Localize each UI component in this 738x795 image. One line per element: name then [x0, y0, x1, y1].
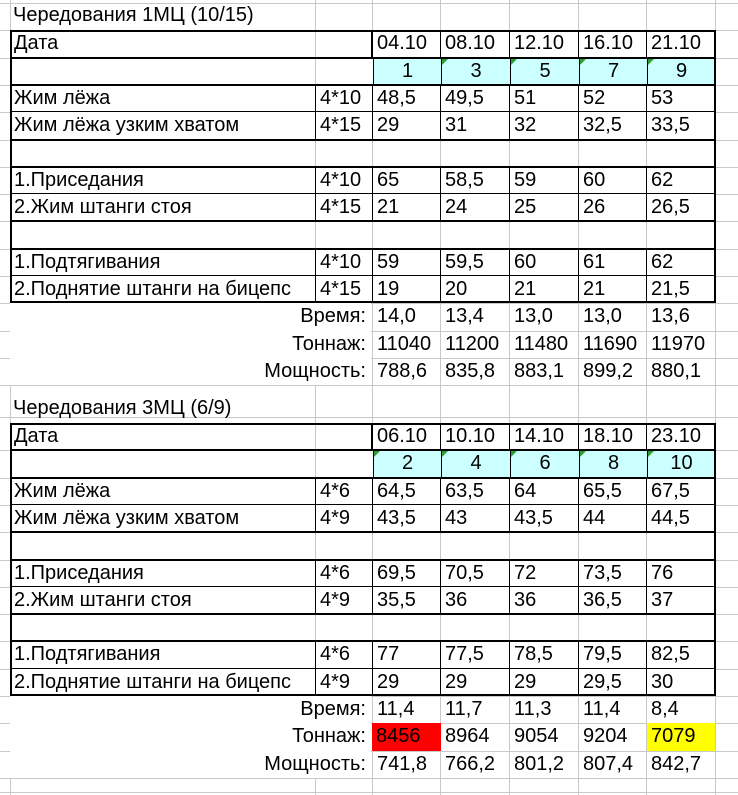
session-number: 9 [675, 59, 688, 82]
cell-value[interactable]: 21 [510, 276, 579, 303]
cell-summary-value[interactable]: 9204 [583, 725, 628, 748]
cell-set-scheme[interactable]: 4*15 [316, 194, 373, 221]
cell-value[interactable]: 62 [647, 249, 715, 276]
cell-summary-value[interactable]: 11200 [445, 332, 500, 355]
cell-set-scheme[interactable]: 4*6 [316, 560, 373, 587]
cell-summary-value[interactable]: 880,1 [651, 359, 702, 382]
cell-value[interactable]: 36 [441, 587, 510, 614]
cell-value[interactable]: 67,5 [647, 478, 715, 505]
cell-exercise-name[interactable]: 2.Жим штанги стоя [10, 587, 316, 614]
cell-value[interactable]: 26 [579, 194, 647, 221]
cell-summary-value[interactable]: 741,8 [377, 752, 428, 775]
table-border [371, 30, 373, 57]
cell-summary-value[interactable]: 13,0 [583, 305, 622, 328]
cell-summary-value[interactable]: 883,1 [514, 359, 565, 382]
session-number: 7 [607, 59, 620, 82]
cell-exercise-name[interactable]: 1.Подтягивания [10, 641, 316, 668]
cell-value[interactable]: 52 [579, 85, 647, 112]
table-border [10, 531, 716, 533]
cell-set-scheme[interactable]: 4*10 [316, 249, 373, 276]
cell-value[interactable]: 61 [579, 249, 647, 276]
cell-date[interactable]: 23.10 [647, 423, 715, 450]
cell-summary-value-highlighted[interactable]: 8456 [372, 723, 441, 750]
cell-value[interactable]: 19 [373, 276, 441, 303]
sheet-row [0, 385, 738, 423]
cell-date[interactable]: 16.10 [579, 30, 647, 57]
cell-date-label[interactable]: Дата [10, 30, 315, 57]
cell-summary-value[interactable]: 11,7 [445, 698, 483, 720]
cell-value[interactable]: 29 [510, 669, 579, 696]
gridline [0, 778, 738, 779]
cell-value[interactable]: 29 [373, 669, 441, 696]
cell-value[interactable]: 43,5 [373, 505, 441, 532]
table-border [10, 57, 716, 59]
cell-date[interactable]: 08.10 [441, 30, 510, 57]
cell-value[interactable]: 59 [510, 167, 579, 194]
cell-summary-value[interactable]: 11480 [514, 332, 569, 355]
table-border [10, 139, 716, 141]
cell-value[interactable]: 72 [510, 560, 579, 587]
cell-date[interactable]: 12.10 [510, 30, 579, 57]
cell-value[interactable]: 48,5 [373, 85, 441, 112]
cell-summary-value[interactable]: 14,0 [377, 305, 416, 328]
cell-value[interactable]: 44,5 [647, 505, 715, 532]
cell-summary-value-highlighted[interactable]: 7079 [647, 723, 715, 750]
session-number: 10 [670, 452, 693, 475]
cell-value[interactable]: 79,5 [579, 641, 647, 668]
cell-set-scheme[interactable]: 4*15 [316, 112, 373, 139]
cell-value[interactable]: 37 [647, 587, 715, 614]
sheet-row [0, 3, 738, 30]
cell-value[interactable]: 63,5 [441, 478, 510, 505]
cell-set-scheme[interactable]: 4*10 [316, 167, 373, 194]
cell-exercise-name[interactable]: 1.Приседания [10, 167, 316, 194]
cell-summary-value[interactable]: 835,8 [445, 359, 496, 382]
cell-value[interactable]: 31 [441, 112, 510, 139]
cell-value[interactable]: 70,5 [441, 560, 510, 587]
cell-summary-value[interactable]: 807,4 [583, 752, 634, 775]
cell-value[interactable]: 21,5 [647, 276, 715, 303]
cell-summary-value[interactable]: 11,4 [377, 698, 415, 720]
cell-date[interactable]: 21.10 [647, 30, 715, 57]
session-number: 5 [539, 59, 551, 82]
cell-set-scheme[interactable]: 4*15 [316, 276, 373, 303]
cell-summary-label[interactable]: Тоннаж: [10, 331, 371, 358]
cell-set-scheme[interactable]: 4*10 [316, 85, 373, 112]
session-number: 4 [470, 452, 482, 475]
cell-value[interactable]: 43 [441, 505, 510, 532]
cell-value[interactable]: 69,5 [373, 560, 441, 587]
cell-date-label[interactable]: Дата [10, 423, 315, 450]
cell-date[interactable]: 18.10 [579, 423, 647, 450]
cell-set-scheme[interactable]: 4*9 [316, 587, 373, 614]
cell-sheet-title[interactable]: Чередования 3МЦ (6/9) [13, 396, 232, 419]
cell-date[interactable]: 10.10 [441, 423, 510, 450]
cell-summary-value[interactable]: 842,7 [651, 752, 702, 775]
cell-value[interactable]: 20 [441, 276, 510, 303]
cell-value[interactable]: 36 [510, 587, 579, 614]
cell-set-scheme[interactable]: 4*6 [316, 478, 373, 505]
cell-date[interactable]: 06.10 [373, 423, 441, 450]
table-border [10, 477, 716, 479]
cell-exercise-name[interactable]: Жим лёжа [10, 478, 316, 505]
cell-summary-value[interactable]: 8,4 [651, 698, 679, 720]
cell-value[interactable]: 65 [373, 167, 441, 194]
sheet-row [0, 358, 738, 385]
cell-value[interactable]: 76 [647, 560, 715, 587]
cell-summary-value[interactable]: 13,0 [514, 305, 553, 328]
cell-summary-value[interactable]: 13,4 [445, 305, 484, 328]
cell-date[interactable]: 14.10 [510, 423, 579, 450]
table-border [10, 613, 716, 615]
cell-exercise-name[interactable]: 2.Жим штанги стоя [10, 194, 316, 221]
cell-set-scheme[interactable]: 4*9 [316, 505, 373, 532]
cell-value[interactable]: 53 [647, 85, 715, 112]
cell-summary-value[interactable]: 801,2 [514, 752, 565, 775]
cell-summary-value[interactable]: 899,2 [583, 359, 634, 382]
cell-summary-value[interactable]: 11,4 [583, 698, 621, 720]
cell-exercise-name[interactable]: 1.Приседания [10, 560, 316, 587]
cell-exercise-name[interactable]: 2.Поднятие штанги на бицепс [10, 276, 316, 303]
cell-value[interactable]: 77,5 [441, 641, 510, 668]
sheet-row [0, 696, 738, 723]
cell-value[interactable]: 59,5 [441, 249, 510, 276]
cell-value[interactable]: 49,5 [441, 85, 510, 112]
cell-value[interactable]: 33,5 [647, 112, 715, 139]
cell-summary-value[interactable]: 13,6 [651, 305, 690, 328]
cell-value[interactable]: 60 [579, 167, 647, 194]
sheet-row [0, 331, 738, 358]
cell-summary-value[interactable]: 8964 [445, 725, 490, 748]
table-border [10, 248, 716, 250]
cell-value[interactable]: 25 [510, 194, 579, 221]
cell-exercise-name[interactable]: Жим лёжа [10, 85, 316, 112]
cell-date[interactable]: 04.10 [373, 30, 441, 57]
cell-summary-label[interactable]: Время: [10, 696, 371, 723]
cell-value[interactable]: 43,5 [510, 505, 579, 532]
table-border [371, 423, 373, 450]
table-border [10, 640, 716, 642]
session-number: 6 [539, 452, 551, 475]
cell-value[interactable]: 78,5 [510, 641, 579, 668]
cell-value[interactable]: 29 [441, 669, 510, 696]
cell-value[interactable]: 26,5 [647, 194, 715, 221]
cell-value[interactable]: 29 [373, 112, 441, 139]
cell-value[interactable]: 65,5 [579, 478, 647, 505]
cell-summary-value[interactable]: 11,3 [514, 698, 552, 720]
cell-value[interactable]: 77 [373, 641, 441, 668]
session-number: 2 [401, 452, 414, 475]
cell-value[interactable]: 30 [647, 669, 715, 696]
cell-exercise-name[interactable]: 2.Поднятие штанги на бицепс [10, 669, 316, 696]
cell-set-scheme[interactable]: 4*9 [316, 669, 373, 696]
cell-value[interactable]: 32,5 [579, 112, 647, 139]
cell-summary-label[interactable]: Мощность: [10, 751, 371, 778]
table-border [10, 84, 716, 86]
cell-value[interactable]: 58,5 [441, 167, 510, 194]
cell-value[interactable]: 82,5 [647, 641, 715, 668]
cell-summary-value[interactable]: 766,2 [445, 752, 496, 775]
table-border [10, 449, 716, 451]
cell-summary-value[interactable]: 9054 [514, 725, 559, 748]
cell-value[interactable]: 44 [579, 505, 647, 532]
cell-value[interactable]: 62 [647, 167, 715, 194]
cell-value[interactable]: 32 [510, 112, 579, 139]
cell-summary-value[interactable]: 11690 [583, 332, 638, 355]
cell-exercise-name[interactable]: Жим лёжа узким хватом [10, 505, 316, 532]
cell-summary-label[interactable]: Время: [10, 303, 371, 330]
session-number: 3 [470, 59, 482, 82]
cell-summary-value[interactable]: 11040 [377, 332, 432, 355]
cell-value[interactable]: 64 [510, 478, 579, 505]
cell-value[interactable]: 51 [510, 85, 579, 112]
cell-exercise-name[interactable]: Жим лёжа узким хватом [10, 112, 316, 139]
cell-value[interactable]: 29,5 [579, 669, 647, 696]
cell-value[interactable]: 73,5 [579, 560, 647, 587]
cell-exercise-name[interactable]: 1.Подтягивания [10, 249, 316, 276]
cell-value[interactable]: 21 [373, 194, 441, 221]
cell-sheet-title[interactable]: Чередования 1МЦ (10/15) [13, 4, 254, 27]
session-number: 1 [401, 59, 414, 82]
cell-value[interactable]: 21 [579, 276, 647, 303]
cell-summary-value[interactable]: 788,6 [377, 359, 428, 382]
cell-value[interactable]: 35,5 [373, 587, 441, 614]
gridline [0, 792, 738, 793]
sheet-row [0, 751, 738, 778]
cell-value[interactable]: 36,5 [579, 587, 647, 614]
cell-value[interactable]: 59 [373, 249, 441, 276]
cell-set-scheme[interactable]: 4*6 [316, 641, 373, 668]
table-border [10, 559, 716, 561]
session-number: 8 [607, 452, 620, 475]
cell-summary-value[interactable]: 11970 [651, 332, 706, 355]
sheet-row [0, 303, 738, 330]
sheet-row [0, 723, 738, 750]
cell-summary-label[interactable]: Тоннаж: [10, 723, 371, 750]
cell-value[interactable]: 60 [510, 249, 579, 276]
table-border [10, 220, 716, 222]
cell-value[interactable]: 64,5 [373, 478, 441, 505]
cell-summary-label[interactable]: Мощность: [10, 358, 371, 385]
cell-value[interactable]: 24 [441, 194, 510, 221]
table-border [10, 166, 716, 168]
